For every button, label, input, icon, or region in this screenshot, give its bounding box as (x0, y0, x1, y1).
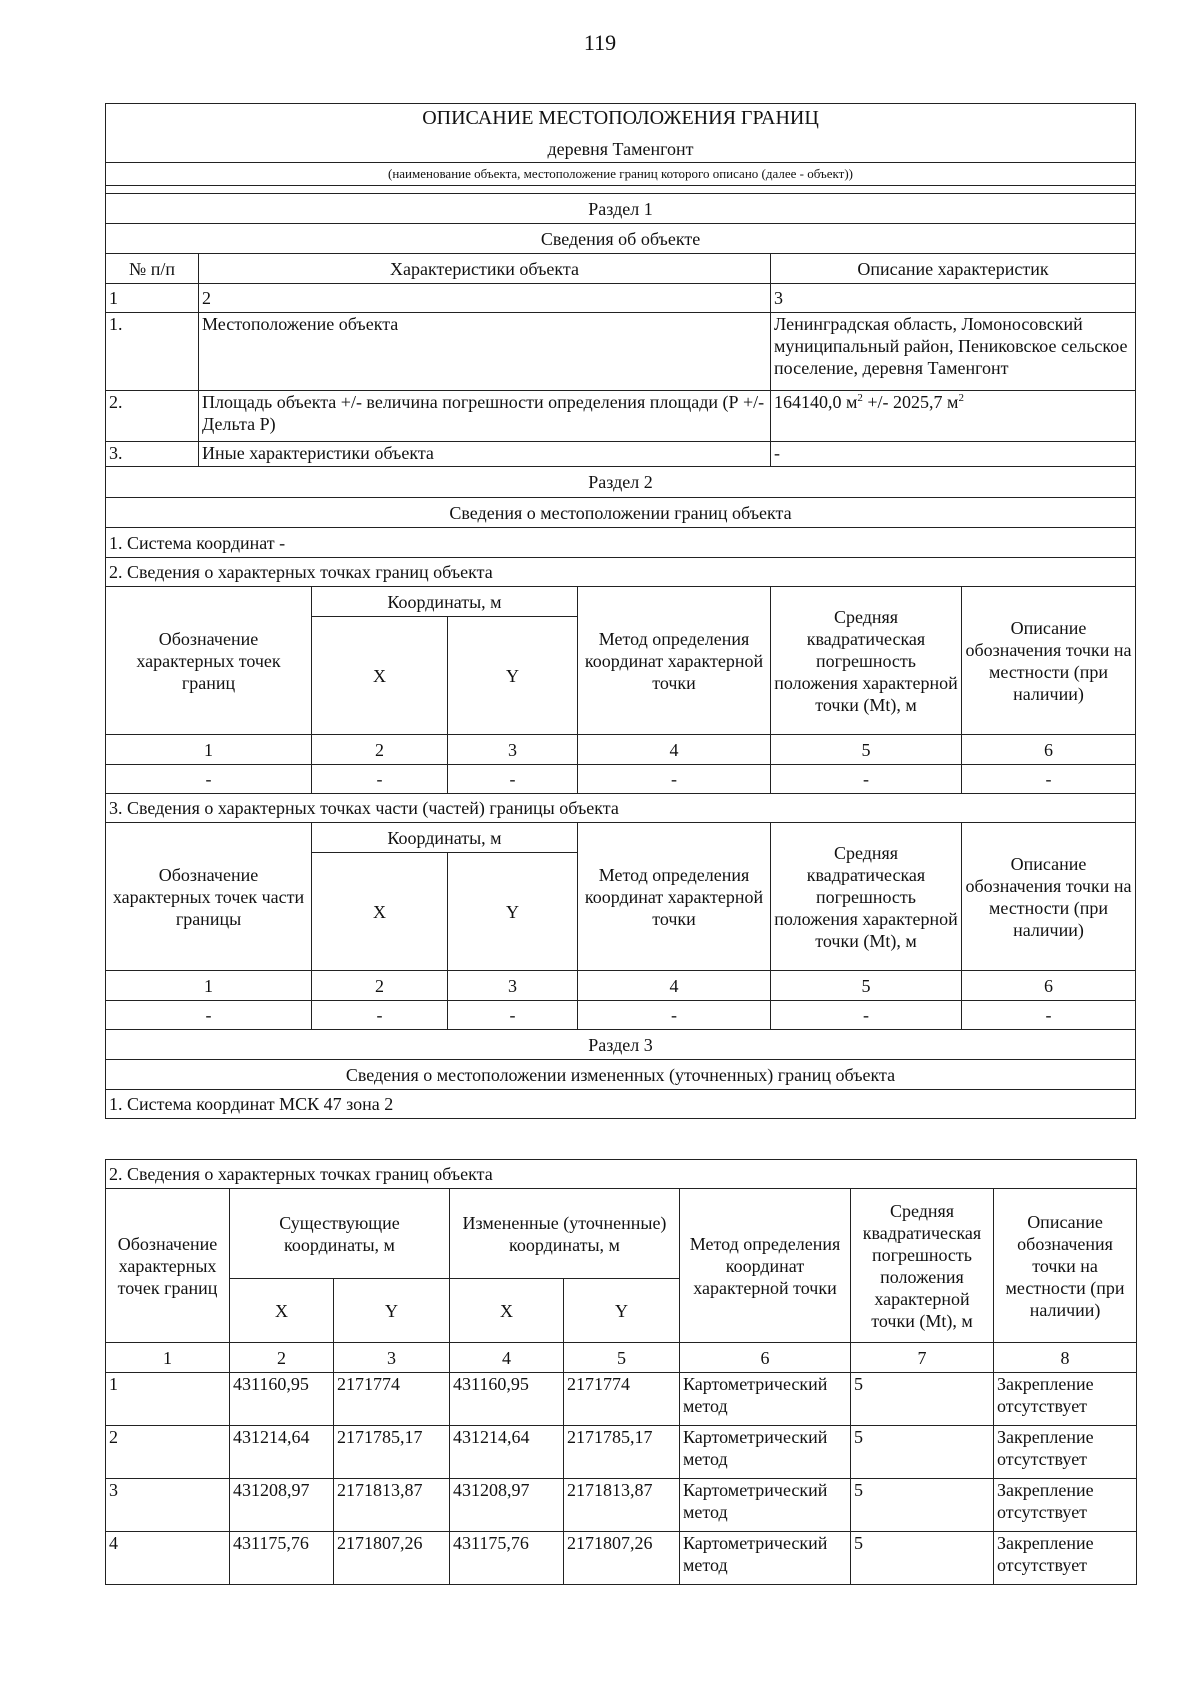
description-header: Описание обозначения точки на местности (при наличии) (962, 587, 1136, 735)
error-header: Средняя квадратическая погрешность положения характерной точки (Mt), м (771, 823, 962, 971)
empty-cell: - (106, 765, 312, 794)
index-cell: 4 (578, 735, 771, 765)
existing-y: 2171813,87 (334, 1479, 450, 1532)
points-title: 2. Сведения о характерных точках границ объекта (106, 1160, 1137, 1189)
index-cell: 1 (106, 1343, 230, 1373)
index-cell: 1 (106, 284, 199, 313)
changed-y: 2171807,26 (564, 1532, 680, 1585)
empty-cell: - (771, 765, 962, 794)
existing-x: 431214,64 (230, 1426, 334, 1479)
document-title: ОПИСАНИЕ МЕСТОПОЛОЖЕНИЯ ГРАНИЦ (422, 107, 819, 129)
existing-x: 431160,95 (230, 1373, 334, 1426)
point-number: 3 (106, 1479, 230, 1532)
changed-x: 431175,76 (450, 1532, 564, 1585)
empty-cell: - (448, 1001, 578, 1030)
designation-part-header: Обозначение характерных точек части границы (106, 823, 312, 971)
row-num: 2. (106, 391, 199, 442)
changed-y: 2171785,17 (564, 1426, 680, 1479)
section2-title: Раздел 2 (106, 467, 1136, 498)
changed-y: 2171813,87 (564, 1479, 680, 1532)
section2-subtitle: Сведения о местоположении границ объекта (106, 498, 1136, 528)
empty-cell: - (578, 1001, 771, 1030)
row-description: Ленинградская область, Ломоносовский муниципальный район, Пениковское сельское поселение, деревня Таменгонт (771, 313, 1136, 391)
coord-system: 1. Система координат МСК 47 зона 2 (106, 1090, 1136, 1119)
description-header: Описание обозначения точки на местности (при наличии) (994, 1189, 1137, 1343)
point-number: 4 (106, 1532, 230, 1585)
table-row (106, 1479, 1137, 1532)
y-header: Y (334, 1279, 450, 1343)
x-header: X (230, 1279, 334, 1343)
changed-x: 431208,97 (450, 1479, 564, 1532)
row-characteristic: Местоположение объекта (199, 313, 771, 391)
boundary-description-table (105, 103, 1136, 1119)
index-cell: 1 (106, 971, 312, 1001)
changed-coords-header: Измененные (уточненные) координаты, м (450, 1189, 680, 1279)
row-num: 1. (106, 313, 199, 391)
index-cell: 6 (962, 971, 1136, 1001)
mt-error: 5 (851, 1479, 994, 1532)
method-header: Метод определения координат характерной точки (578, 587, 771, 735)
empty-cell: - (771, 1001, 962, 1030)
method: Картометрический метод (680, 1373, 851, 1426)
section3-title: Раздел 3 (106, 1030, 1136, 1060)
x-header: X (450, 1279, 564, 1343)
row-description: 164140,0 $м^2$ +/- 2025,7 $м^2$ (771, 391, 1136, 442)
mt-error: 5 (851, 1373, 994, 1426)
index-cell: 8 (994, 1343, 1137, 1373)
table-row (106, 1373, 1137, 1426)
existing-y: 2171807,26 (334, 1532, 450, 1585)
page-number: 119 (583, 30, 617, 55)
existing-x: 431175,76 (230, 1532, 334, 1585)
object-name: деревня Таменгонт (547, 139, 694, 159)
empty-cell: - (312, 1001, 448, 1030)
method: Картометрический метод (680, 1479, 851, 1532)
points-title: 2. Сведения о характерных точках границ объекта (106, 558, 1136, 587)
index-cell: 1 (106, 735, 312, 765)
section1-subtitle: Сведения об объекте (106, 224, 1136, 254)
changed-x: 431160,95 (450, 1373, 564, 1426)
coords-header: Координаты, м (312, 823, 578, 853)
object-hint: (наименование объекта, местоположение границ которого описано (далее - объект)) (106, 163, 1136, 186)
changed-points-table (105, 1159, 1137, 1585)
error-header: Средняя квадратическая погрешность положения характерной точки (Mt), м (851, 1189, 994, 1343)
index-cell: 2 (199, 284, 771, 313)
error-header: Средняя квадратическая погрешность положения характерной точки (Mt), м (771, 587, 962, 735)
x-header: X (312, 853, 448, 971)
index-cell: 7 (851, 1343, 994, 1373)
part-points-title: 3. Сведения о характерных точках части (частей) границы объекта (106, 794, 1136, 823)
point-description: Закрепление отсутствует (994, 1532, 1137, 1585)
index-cell: 2 (230, 1343, 334, 1373)
coords-header: Координаты, м (312, 587, 578, 617)
x-header: X (312, 617, 448, 735)
coord-system: 1. Система координат - (106, 528, 1136, 558)
index-cell: 3 (334, 1343, 450, 1373)
point-description: Закрепление отсутствует (994, 1426, 1137, 1479)
row-num: 3. (106, 442, 199, 467)
document-header (106, 104, 1136, 163)
method: Картометрический метод (680, 1532, 851, 1585)
designation-header: Обозначение характерных точек границ (106, 1189, 230, 1343)
empty-cell: - (578, 765, 771, 794)
point-number: 2 (106, 1426, 230, 1479)
existing-x: 431208,97 (230, 1479, 334, 1532)
index-cell: 4 (578, 971, 771, 1001)
existing-y: 2171785,17 (334, 1426, 450, 1479)
index-cell: 5 (771, 735, 962, 765)
index-cell: 2 (312, 971, 448, 1001)
section3-subtitle: Сведения о местоположении измененных (уточненных) границ объекта (106, 1060, 1136, 1090)
empty-cell: - (448, 765, 578, 794)
index-cell: 5 (771, 971, 962, 1001)
changed-y: 2171774 (564, 1373, 680, 1426)
index-cell: 3 (448, 971, 578, 1001)
table-row (106, 1426, 1137, 1479)
table-row (106, 1532, 1137, 1585)
index-cell: 5 (564, 1343, 680, 1373)
mt-error: 5 (851, 1532, 994, 1585)
existing-coords-header: Существующие координаты, м (230, 1189, 450, 1279)
y-header: Y (448, 853, 578, 971)
empty-cell: - (312, 765, 448, 794)
point-number: 1 (106, 1373, 230, 1426)
designation-header: Обозначение характерных точек границ (106, 587, 312, 735)
spacer-row (106, 186, 1136, 194)
changed-x: 431214,64 (450, 1426, 564, 1479)
row-description: - (771, 442, 1136, 467)
existing-y: 2171774 (334, 1373, 450, 1426)
empty-cell: - (106, 1001, 312, 1030)
mt-error: 5 (851, 1426, 994, 1479)
description-header: Описание обозначения точки на местности (при наличии) (962, 823, 1136, 971)
y-header: Y (564, 1279, 680, 1343)
index-cell: 2 (312, 735, 448, 765)
point-description: Закрепление отсутствует (994, 1373, 1137, 1426)
method-header: Метод определения координат характерной точки (578, 823, 771, 971)
row-characteristic: Иные характеристики объекта (199, 442, 771, 467)
method: Картометрический метод (680, 1426, 851, 1479)
index-cell: 6 (680, 1343, 851, 1373)
col-num-header: № п/п (106, 254, 199, 284)
index-cell: 6 (962, 735, 1136, 765)
section1-title: Раздел 1 (106, 194, 1136, 224)
col-characteristics-header: Характеристики объекта (199, 254, 771, 284)
empty-cell: - (962, 1001, 1136, 1030)
col-description-header: Описание характеристик (771, 254, 1136, 284)
index-cell: 3 (448, 735, 578, 765)
index-cell: 4 (450, 1343, 564, 1373)
index-cell: 3 (771, 284, 1136, 313)
row-characteristic: Площадь объекта +/- величина погрешности определения площади (Р +/- Дельта Р) (199, 391, 771, 442)
method-header: Метод определения координат характерной точки (680, 1189, 851, 1343)
y-header: Y (448, 617, 578, 735)
empty-cell: - (962, 765, 1136, 794)
point-description: Закрепление отсутствует (994, 1479, 1137, 1532)
